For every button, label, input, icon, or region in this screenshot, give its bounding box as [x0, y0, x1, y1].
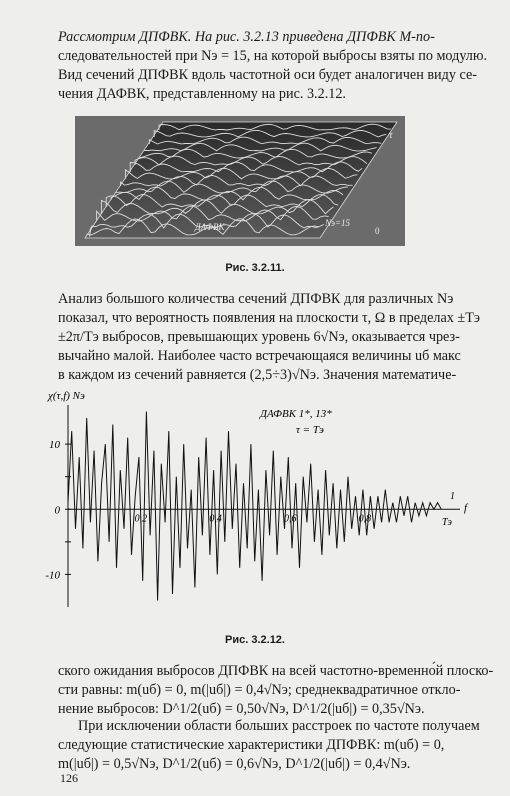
x-end-label-top: 1	[450, 491, 455, 502]
x-end-label-bottom: Tэ	[442, 517, 452, 528]
chart	[40, 387, 480, 627]
paragraph-stats	[58, 662, 494, 719]
x-tick-label: 0,6	[284, 513, 297, 525]
figure-caption: Рис. 3.2.11.	[225, 262, 285, 274]
figure-caption: Рис. 3.2.12.	[225, 634, 285, 646]
x-tick-label: 0,2	[134, 513, 148, 525]
text-line: ского ожидания выбросов ДПФВК на всей частотно-временно́й плоско-	[58, 663, 494, 679]
surface-param-label: Nэ=15	[325, 218, 351, 228]
text-line: следующие статистические характеристики ДПФВК: m(uб) = 0,	[58, 737, 445, 753]
text-line: следовательностей при Nэ = 15, на которой выбросы взяты по модулю.	[58, 48, 488, 64]
series-line	[68, 412, 441, 601]
y-tick-label: -10	[45, 569, 60, 582]
x-axis-label: f	[464, 502, 468, 514]
x-tick-label: 0,4	[209, 513, 222, 525]
paragraph-stats-excluded	[58, 717, 488, 774]
text-line: Анализ большого количества сечений ДПФВК для различных Nэ	[58, 291, 454, 307]
surface-zero-label: 0	[375, 226, 380, 236]
text-line: в каждом из сечений равняется (2,5÷3)√Nэ. Значения математиче-	[58, 367, 457, 383]
text-line: Рассмотрим ДПФВК. На рис. 3.2.13 приведена ДПФВК М-по-	[58, 29, 435, 45]
surface-name-label: ДАФВК	[195, 222, 225, 232]
chart-annotation: ДАФВК 1*, 13*	[260, 408, 332, 420]
text-line: сти равны: m(uб) = 0, m(|uб|) = 0,4√Nэ; среднеквадратичное откло-	[58, 682, 461, 698]
text-line: нение выбросов: D^1/2(uб) = 0,50√Nэ, D^1/2(|uб|) = 0,35√Nэ.	[58, 701, 425, 717]
text-line: чения ДАФВК, представленному на рис. 3.2.12.	[58, 86, 346, 102]
text-line: вычайно малой. Наиболее часто встречающаяся величины uб макс	[58, 348, 461, 364]
page-number: 126	[60, 771, 78, 785]
paragraph-intro	[58, 28, 488, 104]
f-axis-label: f	[89, 226, 92, 237]
x-tick-label: 0,8	[358, 513, 372, 525]
y-axis-label: χ(τ,f) Nэ	[48, 390, 85, 402]
text-line: Вид сечений ДПФВК вдоль частотной оси будет аналогичен виду се-	[58, 67, 477, 83]
paragraph-analysis	[58, 290, 488, 385]
tau-axis-label: τ	[389, 130, 393, 141]
y-tick-label: 0	[54, 504, 60, 517]
text-line: показал, что вероятность появления на плоскости τ, Ω в пределах ±Tэ	[58, 310, 480, 326]
surface-plot-photo	[75, 116, 405, 246]
y-tick-label: 10	[49, 439, 60, 452]
chart-annotation: τ = Tэ	[296, 424, 324, 436]
text-line: При исключении области больших расстроек по частоте получаем	[78, 718, 480, 734]
text-line: ±2π/Tэ выбросов, превышающих уровень 6√Nэ, оказывается чрез-	[58, 329, 460, 345]
text-line: m(|uб|) = 0,5√Nэ, D^1/2(uб) = 0,6√Nэ, D^1/2(|uб|) = 0,4√Nэ.	[58, 756, 411, 772]
